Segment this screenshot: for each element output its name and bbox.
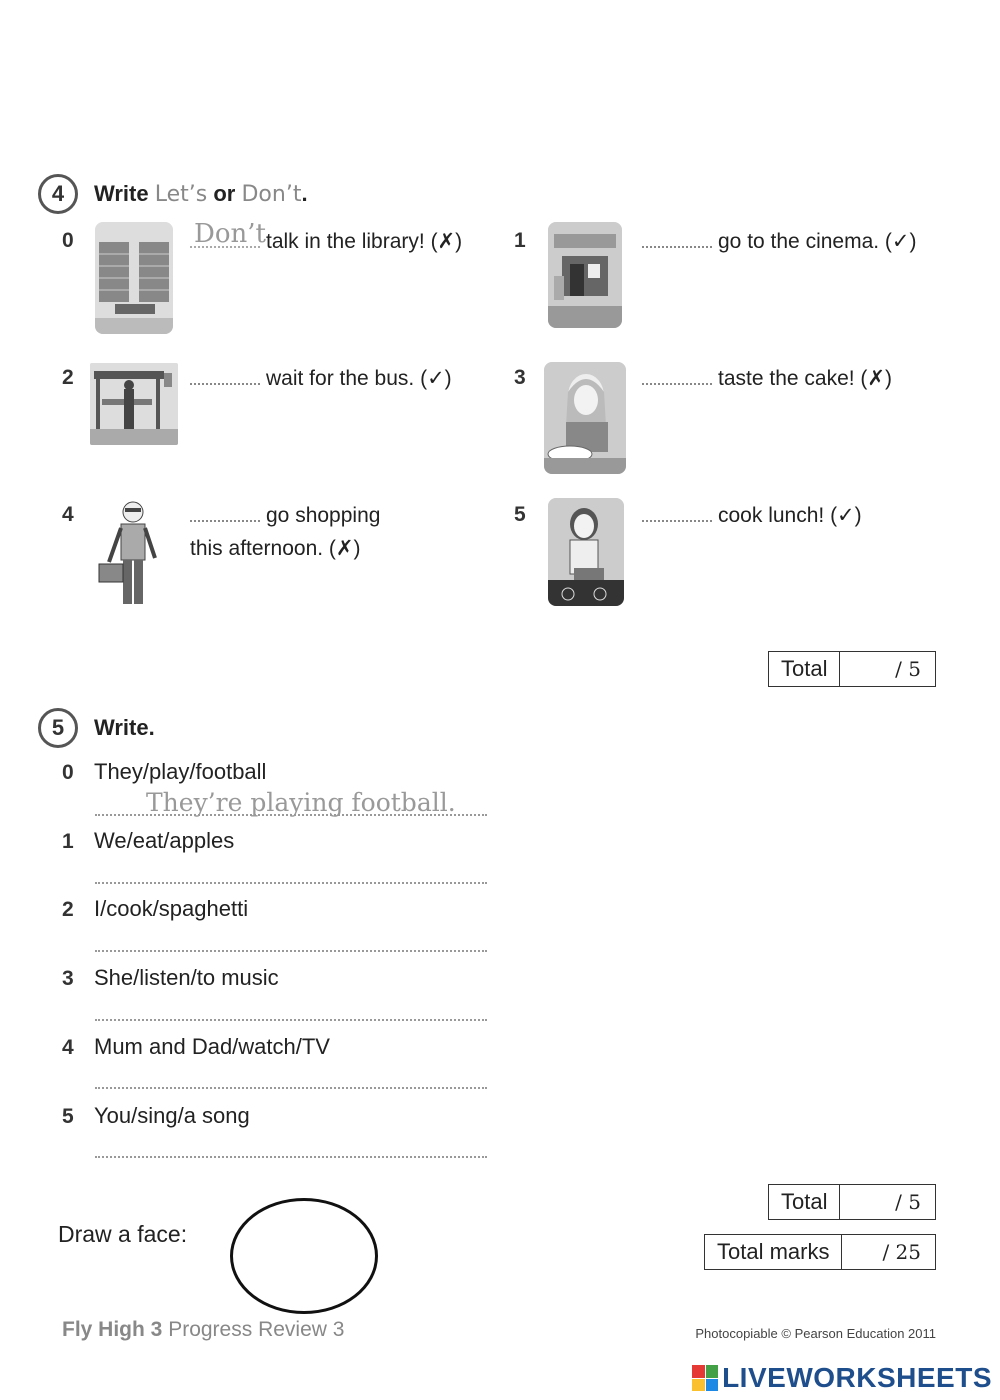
answer-blank-4[interactable] — [190, 502, 260, 522]
item-3-sentence — [642, 365, 892, 391]
prompt-0: They/play/football — [94, 759, 267, 784]
item-number: 3 — [514, 366, 526, 389]
liveworksheets-brand — [692, 1362, 992, 1394]
total-marks — [704, 1234, 936, 1270]
example-answer-dont: Don’t — [194, 219, 266, 249]
item-number: 4 — [62, 503, 74, 526]
title-write: Write — [94, 181, 149, 206]
girl-eating-picture — [544, 362, 626, 474]
draw-face-label: Draw a face: — [58, 1221, 188, 1247]
answer-line-0 — [95, 814, 487, 816]
answer-blank-0[interactable] — [190, 228, 260, 248]
liveworksheets-logo-icon — [692, 1365, 718, 1391]
item-0-sentence — [190, 228, 462, 254]
title-write: Write. — [94, 715, 155, 740]
sentence-text: go shopping — [266, 504, 381, 527]
answer-blank-2[interactable] — [190, 365, 260, 385]
answer-blank-5[interactable] — [642, 502, 712, 522]
item-number: 0 — [62, 761, 74, 784]
total-label: Total — [769, 1185, 840, 1219]
woman-cooking-picture — [548, 498, 624, 606]
section-5-title — [94, 715, 155, 741]
item-number: 5 — [62, 1105, 74, 1128]
sentence-text: go to the cinema. (✓) — [718, 230, 917, 253]
sentence-text: taste the cake! (✗) — [718, 367, 892, 390]
answer-blank-3[interactable] — [642, 365, 712, 385]
item-2-sentence — [190, 365, 452, 391]
brand-name: LIVEWORKSHEETS — [722, 1362, 992, 1393]
title-lets: Let’s — [154, 182, 208, 207]
prompt-4: Mum and Dad/watch/TV — [94, 1034, 330, 1059]
total-marks-value: / 25 — [882, 1240, 921, 1264]
total-label: Total — [769, 652, 840, 686]
library-picture — [95, 222, 173, 334]
answer-line-4[interactable] — [95, 1087, 487, 1089]
face-drawing-area[interactable] — [230, 1198, 378, 1314]
item-number: 4 — [62, 1036, 74, 1059]
bus-stop-picture — [90, 363, 178, 445]
title-or: or — [213, 181, 236, 206]
answer-line-2[interactable] — [95, 950, 487, 952]
item-number: 0 — [62, 229, 74, 252]
item-4-sentence-line2: this afternoon. (✗) — [190, 537, 361, 560]
sentence-text: cook lunch! (✓) — [718, 504, 862, 527]
prompt-3: She/listen/to music — [94, 965, 279, 990]
section-4-number: 4 — [38, 174, 78, 214]
prompt-1: We/eat/apples — [94, 828, 235, 853]
prompt-2: I/cook/spaghetti — [94, 896, 249, 921]
item-number: 3 — [62, 967, 74, 990]
total-marks-label: Total marks — [705, 1235, 842, 1269]
answer-line-1[interactable] — [95, 882, 487, 884]
item-number: 1 — [514, 229, 526, 252]
item-number: 2 — [62, 366, 74, 389]
cinema-picture — [548, 222, 622, 328]
sentence-text: talk in the library! (✗) — [266, 230, 463, 253]
section-4-total — [768, 651, 936, 687]
item-number: 2 — [62, 898, 74, 921]
title-end: . — [301, 181, 308, 206]
sentence-text: wait for the bus. (✓) — [266, 367, 452, 390]
item-number: 5 — [514, 503, 526, 526]
section-5-total — [768, 1184, 936, 1220]
item-1-sentence — [642, 228, 917, 254]
prompt-5: You/sing/a song — [94, 1103, 250, 1128]
total-value: / 5 — [895, 1190, 921, 1214]
footer-copyright: Photocopiable © Pearson Education 2011 — [695, 1326, 936, 1341]
book-name: Fly High 3 — [62, 1318, 163, 1341]
review-name: Progress Review 3 — [168, 1318, 345, 1341]
answer-line-3[interactable] — [95, 1019, 487, 1021]
item-5-sentence — [642, 502, 862, 528]
example-answer: They’re playing football. — [146, 788, 456, 817]
section-5-number: 5 — [38, 708, 78, 748]
man-with-basket-picture — [97, 498, 169, 610]
total-value: / 5 — [895, 657, 921, 681]
section-4-title — [94, 181, 308, 207]
footer-book-title — [62, 1318, 344, 1342]
item-4-sentence — [190, 502, 380, 528]
answer-line-5[interactable] — [95, 1156, 487, 1158]
title-dont: Don’t — [241, 182, 302, 207]
item-number: 1 — [62, 830, 74, 853]
answer-blank-1[interactable] — [642, 228, 712, 248]
